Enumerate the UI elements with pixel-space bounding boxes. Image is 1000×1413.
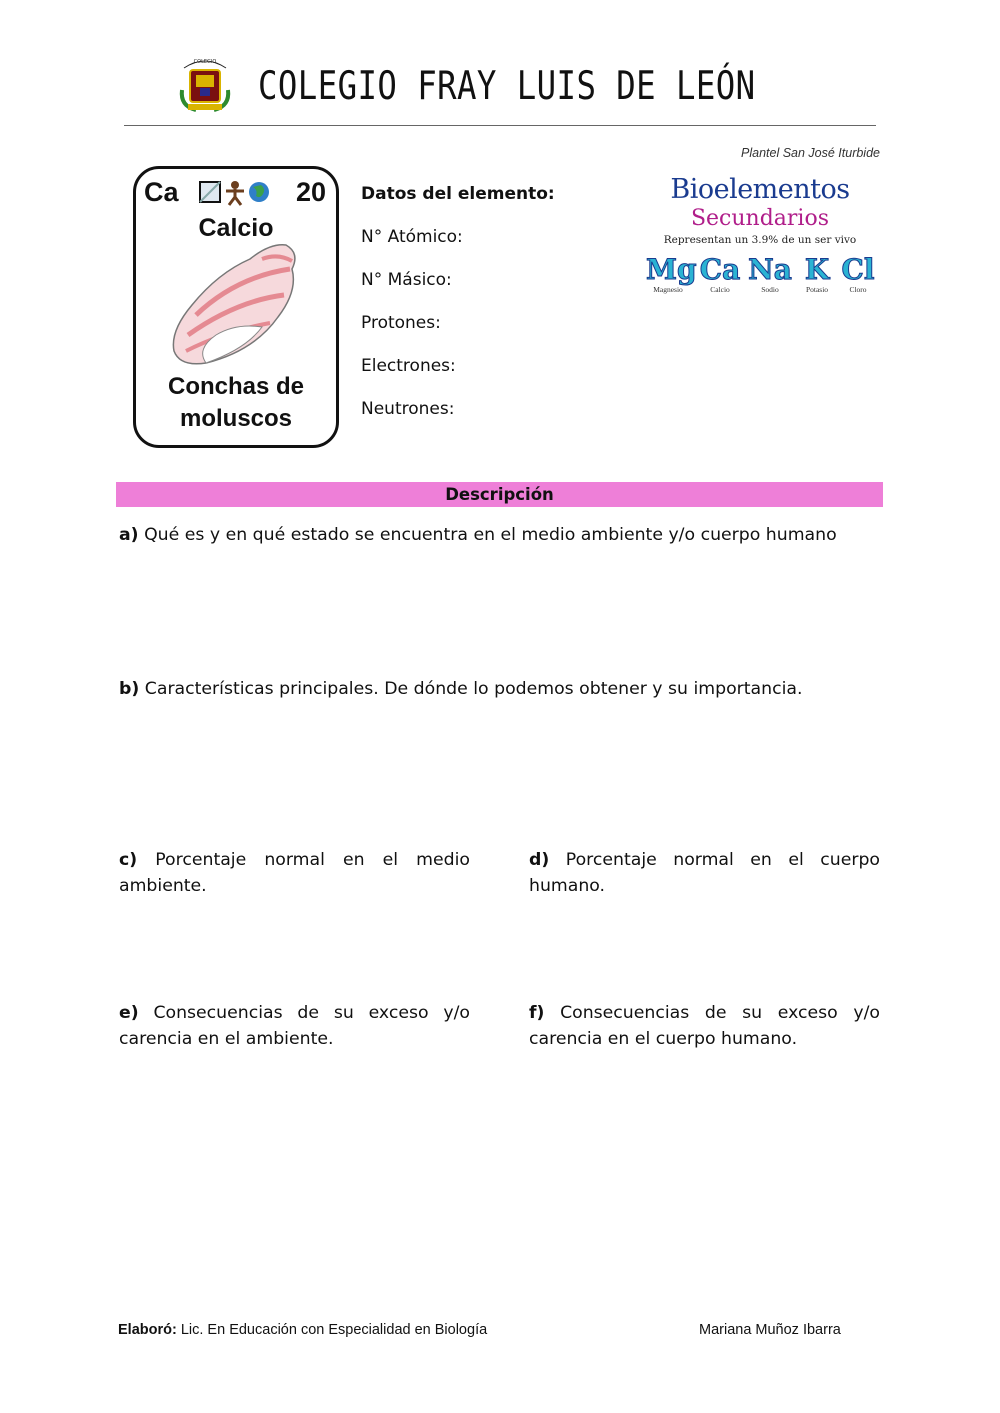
campus-name: Plantel San José Iturbide	[741, 146, 880, 160]
bioelement-symbol: K	[804, 253, 830, 286]
school-logo	[176, 50, 234, 116]
element-data-title: Datos del elemento:	[361, 184, 555, 204]
question-letter: f)	[529, 1003, 545, 1023]
bioelements-subtitle: Secundarios	[690, 206, 830, 231]
bioelements-title: Bioelementos	[670, 174, 850, 205]
question-text: Porcentaje normal en el medio ambiente.	[119, 850, 470, 896]
bioelement-symbol: Na	[748, 253, 792, 286]
bioelements-note: Representan un 3.9% de un ser vivo	[663, 234, 857, 246]
question-letter: d)	[529, 850, 550, 870]
bioelement-cl	[836, 254, 880, 294]
footer-label: Elaboró:	[118, 1322, 177, 1338]
bioelement-name: Calcio	[710, 285, 730, 294]
bioelements-image	[640, 172, 880, 318]
question-letter: e)	[119, 1003, 139, 1023]
bioelement-symbol: Mg	[646, 253, 697, 286]
bioelement-symbol: Ca	[699, 253, 741, 286]
question-text: Características principales. De dónde lo podemos obtener y su importancia.	[144, 679, 803, 699]
question-f	[529, 1000, 880, 1052]
question-d	[529, 847, 880, 899]
question-c	[119, 847, 470, 899]
bioelement-name: Potasio	[805, 285, 829, 294]
svg-text:COLEGIO: COLEGIO	[193, 59, 217, 65]
bioelement-mg	[646, 253, 697, 294]
question-text: Consecuencias de su exceso y/o carencia en el cuerpo humano.	[529, 1003, 880, 1049]
element-caption	[136, 371, 336, 435]
field-electrons: Electrones:	[361, 356, 456, 376]
person-icon	[226, 181, 244, 205]
description-heading: Descripción	[116, 482, 883, 507]
element-atomic-number: 20	[295, 177, 326, 207]
caption-line-1: Conchas de	[167, 373, 305, 400]
field-mass-number: N° Másico:	[361, 270, 452, 290]
question-letter: a)	[119, 525, 139, 545]
shell-image	[166, 239, 306, 371]
field-protons: Protones:	[361, 313, 441, 333]
field-atomic-number: N° Atómico:	[361, 227, 463, 247]
question-text: Consecuencias de su exceso y/o carencia en el ambiente.	[119, 1003, 470, 1049]
bioelement-k	[795, 254, 839, 294]
caption-line-2: moluscos	[179, 405, 293, 432]
question-a	[119, 522, 881, 548]
school-title: COLEGIO FRAY LUIS DE LEÓN	[258, 64, 756, 109]
question-text: Qué es y en qué estado se encuentra en el medio ambiente y/o cuerpo humano	[144, 525, 837, 545]
header-divider	[124, 125, 876, 126]
element-symbol: Ca	[144, 177, 179, 207]
question-b	[119, 676, 881, 702]
bioelement-symbol: Cl	[841, 253, 875, 286]
element-icons	[198, 178, 282, 206]
field-neutrons: Neutrones:	[361, 399, 455, 419]
element-card	[133, 166, 339, 448]
bioelement-name: Sodio	[761, 285, 779, 294]
question-e	[119, 1000, 470, 1052]
bioelement-name: Cloro	[849, 285, 867, 294]
bioelement-na	[748, 254, 792, 294]
globe-icon	[249, 182, 269, 202]
bioelement-name: Magnesio	[653, 285, 683, 294]
element-data	[361, 183, 555, 420]
square-icon	[200, 182, 220, 202]
footer-author: Mariana Muñoz Ibarra	[699, 1322, 841, 1338]
question-text: Porcentaje normal en el cuerpo humano.	[529, 850, 880, 896]
footer-credit	[118, 1322, 487, 1338]
element-name: Calcio	[198, 214, 274, 242]
bioelement-ca	[698, 254, 742, 294]
question-letter: c)	[119, 850, 138, 870]
footer-credential: Lic. En Educación con Especialidad en Biología	[180, 1322, 488, 1338]
question-letter: b)	[119, 679, 140, 699]
